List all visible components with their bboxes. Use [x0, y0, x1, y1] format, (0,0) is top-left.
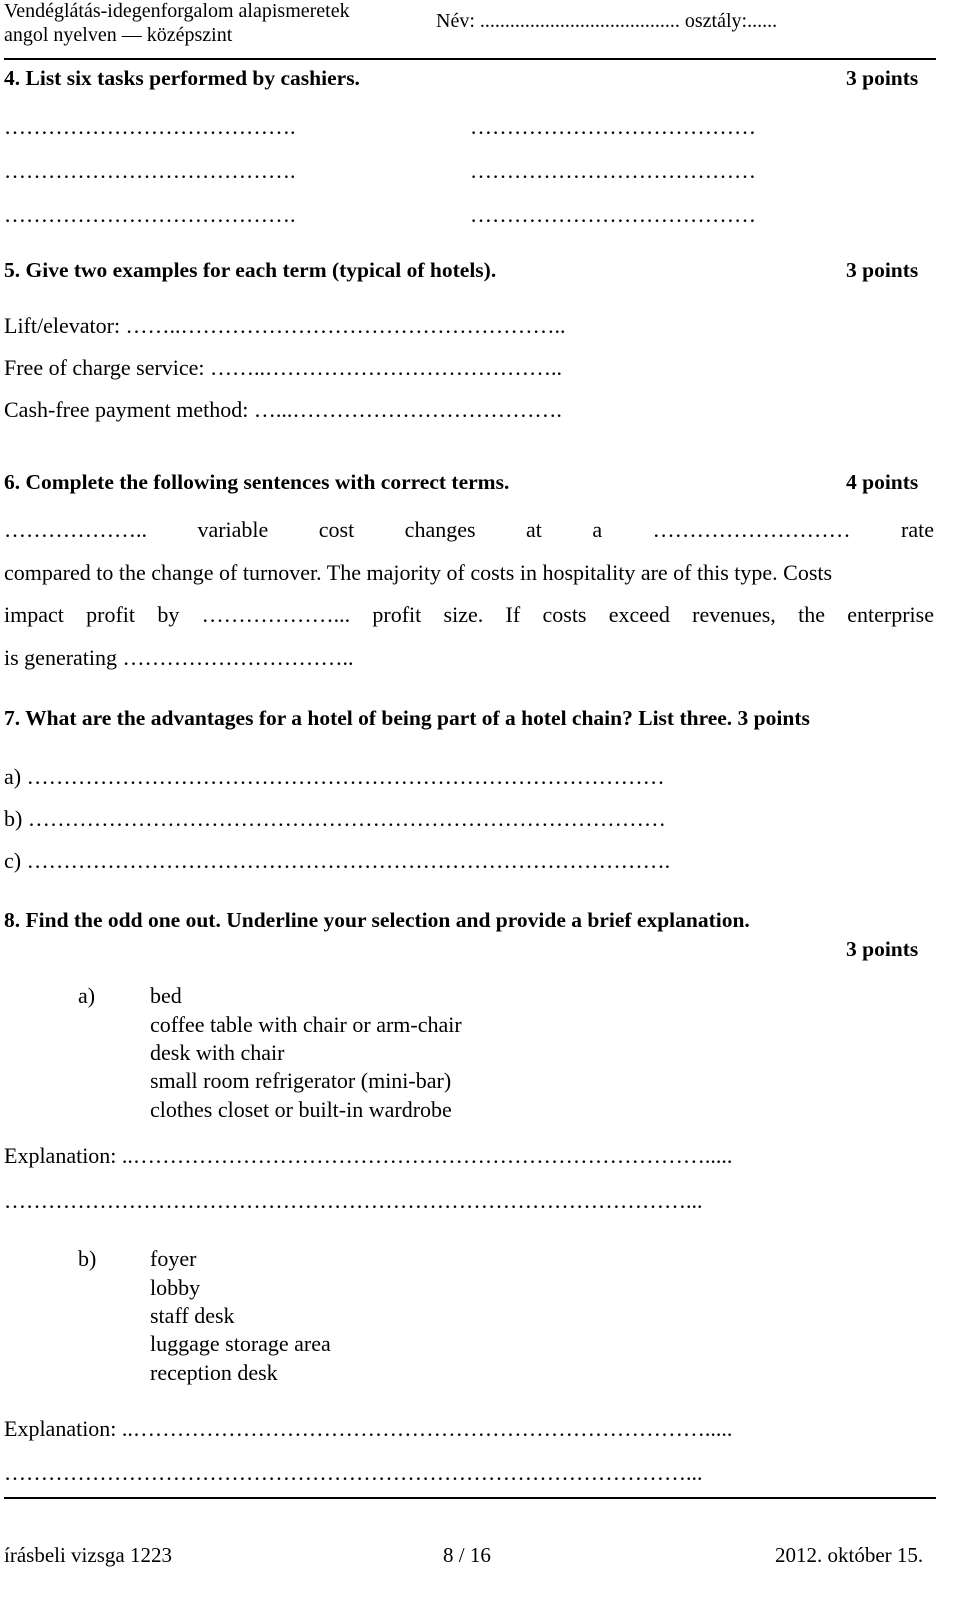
q4-right-line-2: …………………………………: [470, 158, 756, 183]
q8-b-explanation-line2: …………………………………………………………………………………...: [4, 1460, 703, 1485]
q4-left-line-3: ………………………………….: [4, 202, 296, 227]
q5-item-cash-free: Cash-free payment method: …...……………………………….: [4, 397, 562, 422]
footer-date: 2012. október 15.: [775, 1543, 924, 1567]
q8-b-item-3: staff desk: [150, 1303, 235, 1328]
q4-left-line-2: ………………………………….: [4, 158, 296, 183]
footer-exam-code: írásbeli vizsga 1223: [4, 1543, 172, 1567]
header-rule: [4, 58, 936, 60]
q6-line-3: impact profit by ………………... profit size. If costs exceed revenues, the enterprise: [4, 602, 934, 627]
q7-item-c: c) …………………………………………………………………………….: [4, 848, 671, 873]
q8-group-a-label: a): [78, 983, 96, 1008]
q6-points: 4 points: [846, 470, 919, 494]
q8-a-item-4: small room refrigerator (mini-bar): [150, 1068, 452, 1093]
q5-item-lift: Lift/elevator: ……..……………………………………………..: [4, 313, 566, 338]
q6-line-2: compared to the change of turnover. The majority of costs in hospitality are of this type. Costs: [4, 560, 833, 585]
q4-left-line-1: ………………………………….: [4, 114, 296, 139]
q7-item-a: a) ……………………………………………………………………………: [4, 764, 665, 789]
q6-line-4: is generating …………………………..: [4, 645, 354, 670]
q8-a-item-5: clothes closet or built-in wardrobe: [150, 1097, 452, 1122]
footer-page-number: 8 / 16: [443, 1543, 491, 1567]
q6-line-1: ……………….. variable cost changes at a ……………………… rate: [4, 517, 934, 542]
q5-item-free-service: Free of charge service: ……..…………………………………..: [4, 355, 563, 380]
q8-points: 3 points: [846, 937, 919, 961]
q8-a-item-1: bed: [150, 983, 182, 1008]
q8-b-item-4: luggage storage area: [150, 1331, 331, 1356]
header-name-field: Név: ........................................ osztály:......: [436, 10, 778, 32]
q8-b-item-1: foyer: [150, 1246, 197, 1271]
q4-points: 3 points: [846, 66, 919, 90]
q7-title: 7. What are the advantages for a hotel of being part of a hotel chain? List three. 3 points: [4, 706, 810, 730]
q8-a-explanation-line2: …………………………………………………………………………………...: [4, 1188, 703, 1213]
q8-b-item-2: lobby: [150, 1275, 201, 1300]
header-subject-line1: Vendéglátás-idegenforgalom alapismeretek: [4, 0, 350, 22]
q5-points: 3 points: [846, 258, 919, 282]
footer-rule: [4, 1497, 936, 1499]
q8-b-explanation: Explanation: ..…………………………………………………………………….....: [4, 1416, 733, 1441]
q6-title: 6. Complete the following sentences with correct terms.: [4, 470, 510, 494]
header-subject-line2: angol nyelven — középszint: [4, 24, 233, 46]
q8-group-b-label: b): [78, 1246, 97, 1271]
q7-item-b: b) ……………………………………………………………………………: [4, 806, 666, 831]
q8-title: 8. Find the odd one out. Underline your selection and provide a brief explanation.: [4, 908, 750, 932]
q8-a-explanation: Explanation: ..…………………………………………………………………….....: [4, 1143, 733, 1168]
q8-a-item-3: desk with chair: [150, 1040, 285, 1065]
q5-title: 5. Give two examples for each term (typical of hotels).: [4, 258, 497, 282]
q8-a-item-2: coffee table with chair or arm-chair: [150, 1012, 462, 1037]
q4-right-line-3: …………………………………: [470, 202, 756, 227]
q4-right-line-1: …………………………………: [470, 114, 756, 139]
q8-b-item-5: reception desk: [150, 1360, 278, 1385]
q4-title: 4. List six tasks performed by cashiers.: [4, 66, 360, 90]
